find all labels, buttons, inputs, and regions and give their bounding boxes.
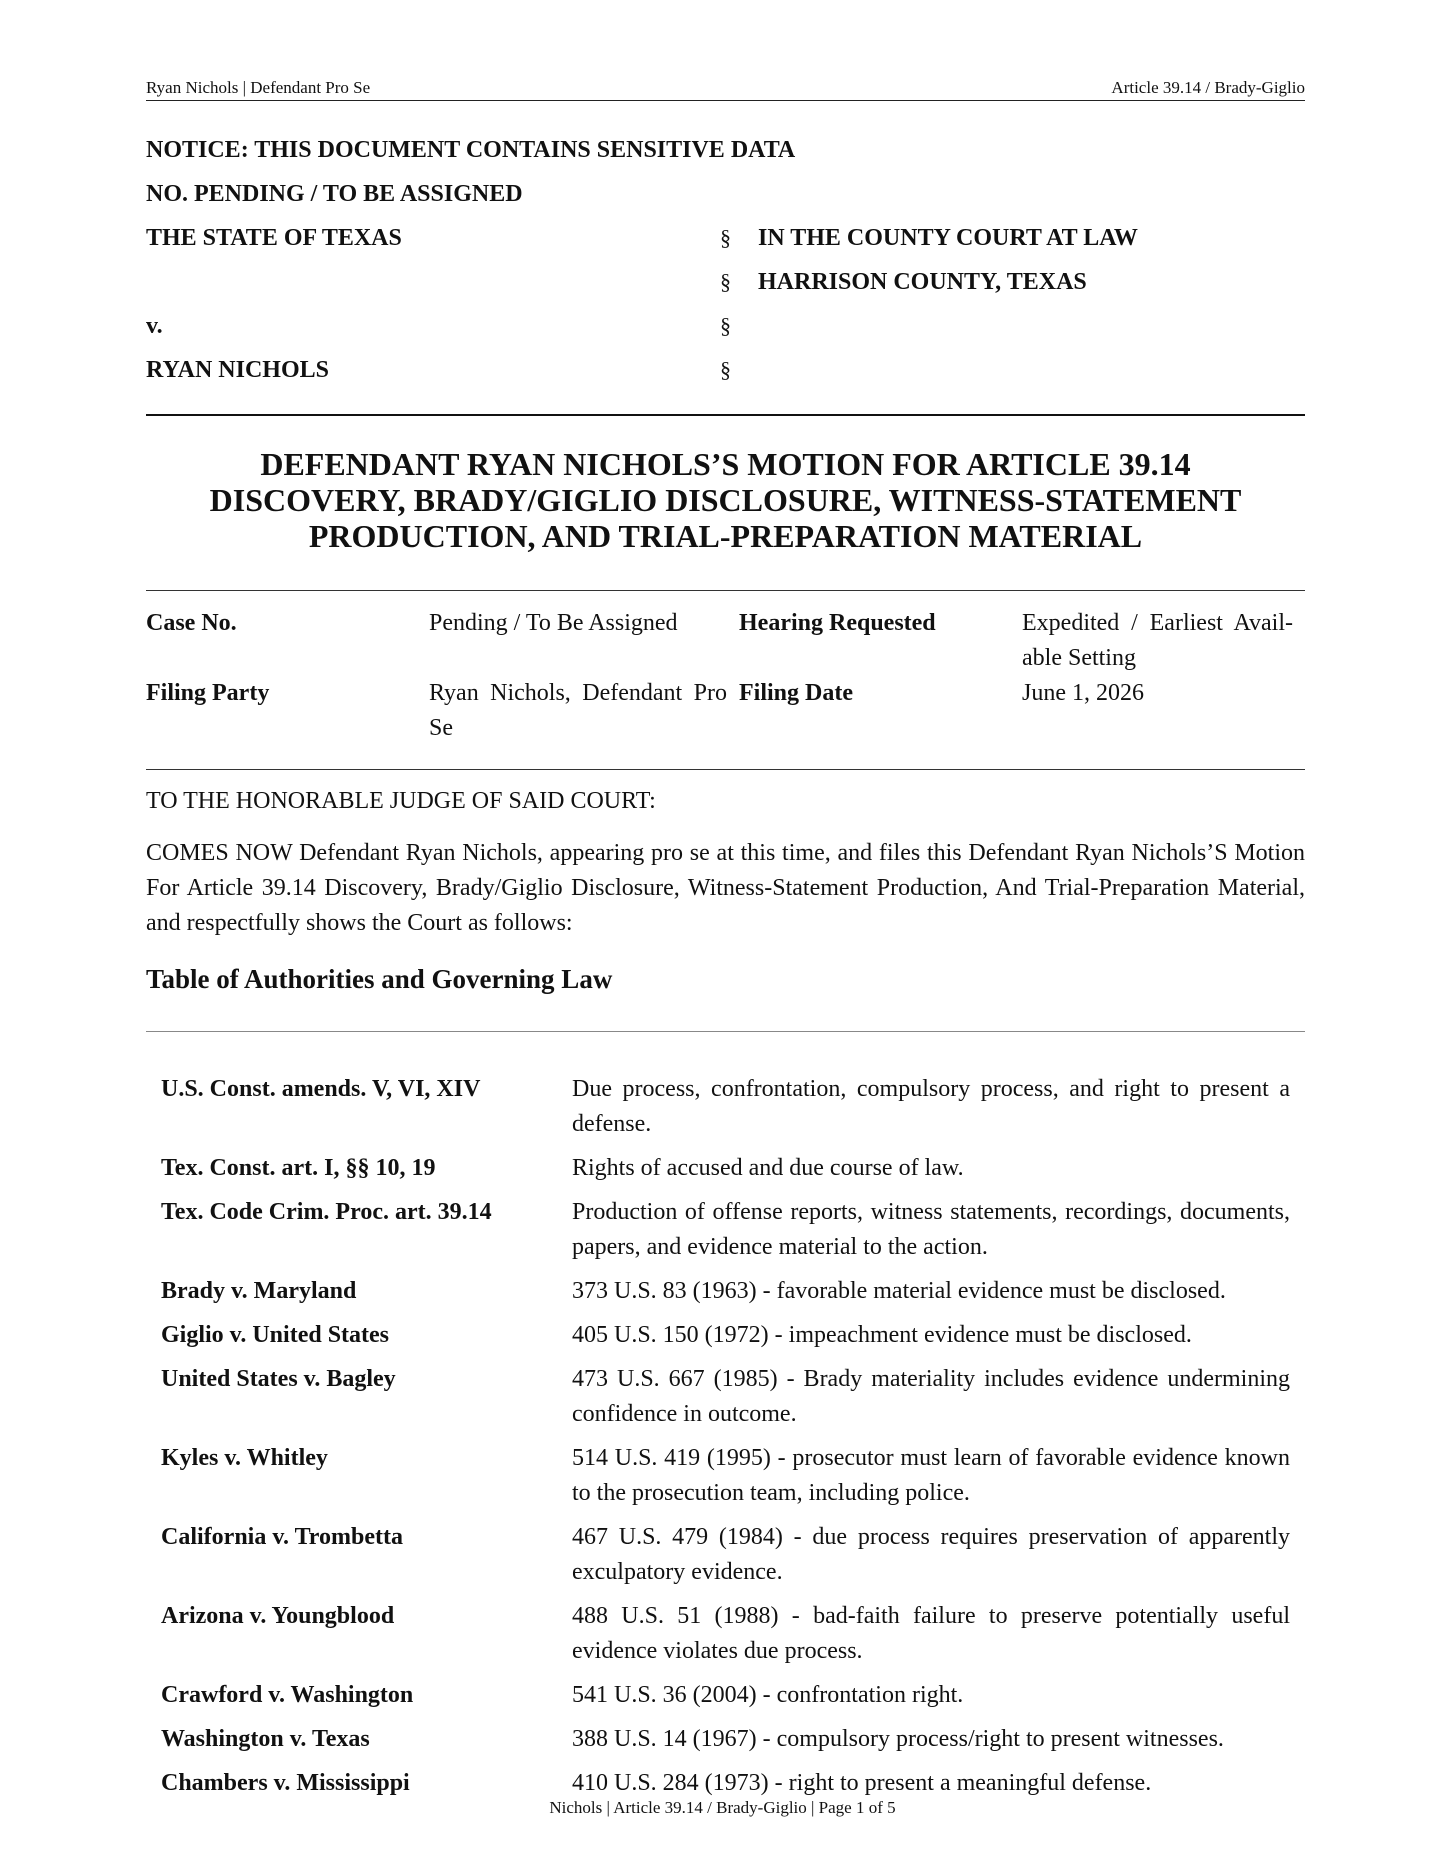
table-row [161,1520,1290,1590]
authority-name: Giglio v. United States [161,1322,390,1348]
authority-description: Due process, confrontation, compulsory process, and right to present a defense. [572,1076,1290,1137]
authority-description: 373 U.S. 83 (1963) - favorable material evidence must be disclosed. [572,1278,1226,1304]
meta-row [146,606,1305,676]
authority-name: U.S. Const. amends. V, VI, XIV [161,1076,481,1102]
title-line: PRODUCTION, AND TRIAL-PREPARATION MATERIAL [308,518,1143,554]
intro-paragraph: COMES NOW Defendant Ryan Nichols, appearing pro se at this time, and files this Defendant Ryan Nichols’S Motion For Article 39.14 Discovery, Brady/Giglio Disclosure, Witness-Statement Production, And Trial-Preparation Material, and respectfully shows the Court as follows: [146,840,1305,936]
meta-value: Expedited / Earliest Avail-able Setting [1022,610,1293,671]
running-header [146,78,1305,101]
authority-name: Chambers v. Mississippi [161,1770,410,1796]
header-right: Article 39.14 / Brady-Giglio [1111,78,1305,97]
table-row [161,1678,1290,1713]
authority-description: 473 U.S. 667 (1985) - Brady materiality includes evidence undermining confidence in outcome. [572,1366,1290,1427]
caption-right [758,312,1305,356]
filing-metadata [146,606,1305,746]
authority-description: 467 U.S. 479 (1984) - due process requires preservation of apparently exculpatory evidence. [572,1524,1290,1585]
authority-description: 541 U.S. 36 (2004) - confrontation right. [572,1682,964,1708]
section-rule [146,1031,1305,1032]
table-row [161,1766,1290,1801]
title-line: DISCOVERY, BRADY/GIGLIO DISCLOSURE, WITNESS-STATEMENT [209,482,1242,518]
table-row [161,1441,1290,1511]
table-row [161,1151,1290,1186]
section-mark: § [720,269,731,294]
meta-label: Filing Party [146,680,270,706]
case-caption [146,136,1305,400]
authority-name: California v. Trombetta [161,1524,403,1550]
section-heading: Table of Authorities and Governing Law [146,964,613,994]
meta-bottom-rule [146,769,1305,770]
authority-name: Brady v. Maryland [161,1278,357,1304]
caption-divider [146,414,1305,416]
caption-right: IN THE COUNTY COURT AT LAW [758,225,1138,251]
motion-title [146,446,1305,554]
table-row [161,1072,1290,1142]
title-line: DEFENDANT RYAN NICHOLS’S MOTION FOR ARTICLE 39.14 [260,446,1191,482]
header-left: Ryan Nichols | Defendant Pro Se [146,78,371,97]
caption-right [758,356,1305,400]
table-row [161,1195,1290,1265]
sensitive-notice: NOTICE: THIS DOCUMENT CONTAINS SENSITIVE DATA [146,137,796,163]
authority-name: Kyles v. Whitley [161,1445,328,1471]
authority-name: Tex. Code Crim. Proc. art. 39.14 [161,1199,492,1225]
authority-name: Arizona v. Youngblood [161,1603,395,1629]
cause-number: NO. PENDING / TO BE ASSIGNED [146,181,523,207]
section-mark: § [720,313,731,338]
running-footer: Nichols | Article 39.14 / Brady-Giglio | Page 1 of 5 [549,1798,896,1817]
table-row [161,1362,1290,1432]
table-row [161,1722,1290,1757]
caption-left [146,268,720,312]
meta-row [146,676,1305,746]
salutation: TO THE HONORABLE JUDGE OF SAID COURT: [146,788,656,814]
caption-left: THE STATE OF TEXAS [146,225,402,251]
authority-description: 488 U.S. 51 (1988) - bad-faith failure to preserve potentially useful evidence violates due process. [572,1603,1290,1664]
authority-name: United States v. Bagley [161,1366,396,1392]
meta-top-rule [146,590,1305,591]
authority-description: 388 U.S. 14 (1967) - compulsory process/right to present witnesses. [572,1726,1224,1752]
meta-value: Pending / To Be Assigned [429,610,678,636]
authority-description: Production of offense reports, witness statements, recordings, documents, papers, and evidence material to the action. [572,1199,1290,1260]
table-row [161,1318,1290,1353]
authority-description: Rights of accused and due course of law. [572,1155,964,1181]
authority-description: 410 U.S. 284 (1973) - right to present a meaningful defense. [572,1770,1152,1796]
meta-value: June 1, 2026 [1022,680,1144,706]
meta-label: Filing Date [739,680,853,706]
section-mark: § [720,357,731,382]
style-of-case [146,224,1305,400]
table-row [161,1274,1290,1309]
authorities-table [161,1072,1290,1810]
table-row [161,1599,1290,1669]
caption-left: v. [146,313,163,339]
meta-value: Ryan Nichols, Defendant Pro Se [429,680,727,741]
caption-right: HARRISON COUNTY, TEXAS [758,269,1087,295]
authority-name: Washington v. Texas [161,1726,370,1752]
authority-name: Crawford v. Washington [161,1682,414,1708]
authority-name: Tex. Const. art. I, §§ 10, 19 [161,1155,436,1181]
caption-left: RYAN NICHOLS [146,357,329,383]
meta-label: Hearing Requested [739,610,936,636]
section-mark: § [720,225,731,250]
meta-label: Case No. [146,610,237,636]
authority-description: 405 U.S. 150 (1972) - impeachment evidence must be disclosed. [572,1322,1192,1348]
authority-description: 514 U.S. 419 (1995) - prosecutor must learn of favorable evidence known to the prosecution team, including police. [572,1445,1290,1506]
